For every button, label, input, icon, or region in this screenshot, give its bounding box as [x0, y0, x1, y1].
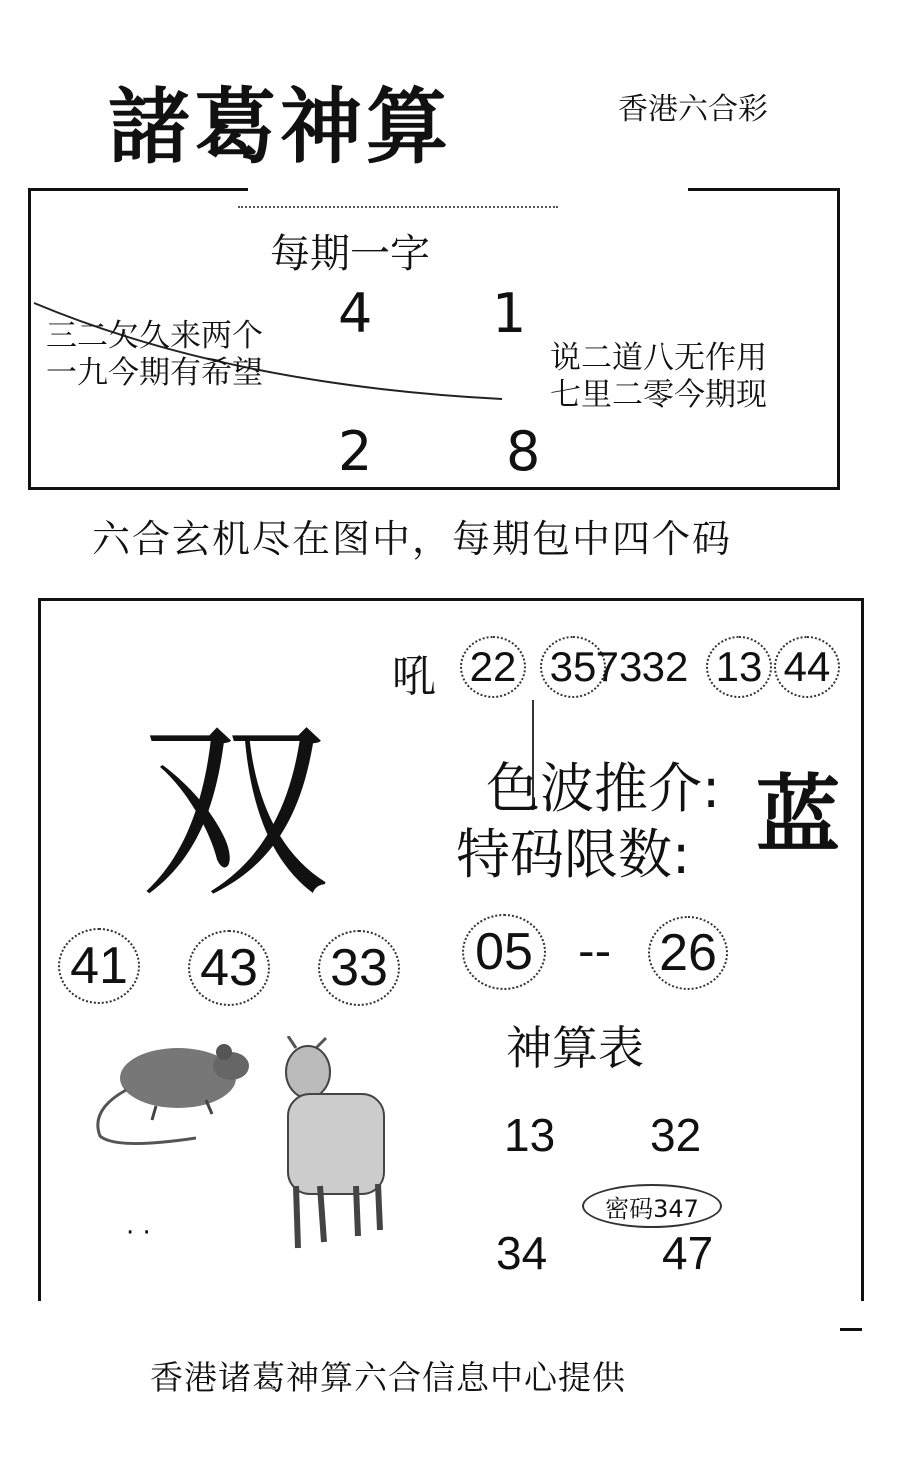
puzzle-heading: 每期一字	[270, 231, 430, 277]
dots-mark: · ·	[126, 1218, 151, 1248]
color-wave-label: 色波推介:	[486, 757, 721, 820]
box-gap	[248, 180, 688, 198]
table-title: 神算表	[506, 1021, 644, 1075]
pick-number: 41	[58, 928, 140, 1004]
pick-number: 33	[318, 930, 400, 1006]
shout-number: 13	[706, 636, 772, 698]
page-title: 諸葛神算	[108, 80, 453, 175]
rat-icon	[86, 1040, 256, 1160]
table-number: 47	[662, 1227, 714, 1279]
range-to: 26	[648, 916, 728, 990]
verse-right: 说二道八无作用 七里二零今期现	[550, 340, 767, 413]
footer-credit: 香港诸葛神算六合信息中心提供	[150, 1358, 626, 1397]
table-number: 34	[496, 1227, 548, 1279]
digit-top-right: 1	[492, 282, 527, 345]
shout-number: 22	[460, 636, 526, 698]
dotted-divider	[238, 206, 558, 212]
lottery-name: 香港六合彩	[618, 92, 768, 127]
pick-number: 43	[188, 930, 270, 1006]
digit-top-left: 4	[338, 282, 373, 345]
digit-bottom-right: 8	[506, 420, 541, 483]
goat-icon	[268, 1036, 392, 1254]
shout-label: 吼	[392, 651, 436, 702]
shout-number: 32	[641, 643, 689, 690]
big-character: 双	[140, 702, 331, 923]
shout-number: 35	[540, 636, 606, 698]
verse-left: 三二欠久来两个 一九今期有希望	[46, 318, 263, 391]
main-box-corner	[840, 1328, 862, 1331]
table-number: 13	[504, 1109, 556, 1161]
secret-code-badge: 密码347	[582, 1184, 722, 1228]
range-from: 05	[462, 914, 546, 990]
digit-bottom-left: 2	[338, 420, 373, 483]
shout-number: 73	[595, 643, 643, 690]
color-wave-value: 蓝	[756, 766, 841, 864]
slogan: 六合玄机尽在图中，每期包中四个码	[92, 517, 733, 561]
table-number: 32	[650, 1109, 702, 1161]
shout-number: 44	[774, 636, 840, 698]
special-range-label: 特码限数:	[456, 823, 691, 886]
range-separator: --	[578, 924, 612, 978]
